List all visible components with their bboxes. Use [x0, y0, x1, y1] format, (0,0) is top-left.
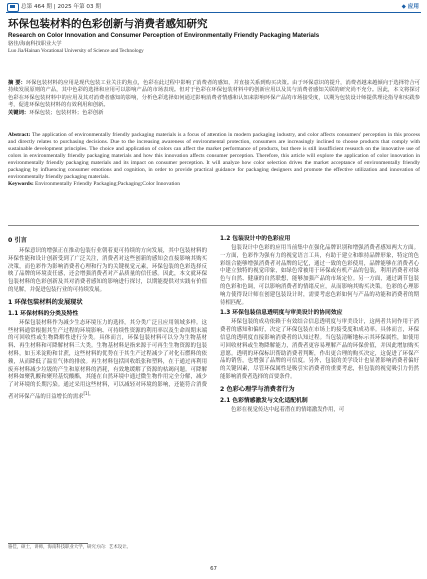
- header-divider: [6, 12, 421, 13]
- abstract-cn-label: 摘 要：: [8, 80, 26, 86]
- page-number: 67: [210, 566, 217, 572]
- abstract-en-body: [8, 132, 420, 181]
- section-2-heading: 2 色彩心理学与消费者行为: [220, 385, 295, 393]
- footnote-divider: [8, 543, 88, 544]
- section-1-heading: 1 环保包装材料的发展现状: [8, 298, 83, 306]
- section-0-paragraph: 环保意识的增强正在推动包装行业朝着更可持续的方向发展，其中包装材料的环保性能和设计创新受到了广泛关注，消费者对这些创新的感知会直接影响其购买决策，而色彩作为影响消费者心理和行为的关键视觉元素，环保包装的色彩选择反映了品牌的环境责任感，还会增强消费者对产品质量的信任感。因此，本文就环保包装材料的色彩创新及其对消费者感知的影响进行探讨，以期能提供对实践有价值的见解，并促进包装行业的可持续发展。: [8, 248, 207, 293]
- issue-info: 总第 464 期 | 2025 年第 03 期: [21, 4, 101, 10]
- keywords-cn: [8, 110, 420, 117]
- keywords-en-text: Environmentally Friendly Packaging;Packaging;Color Innovation: [35, 181, 181, 187]
- author-en: Luo Jia/Hainan Vocational University of Science and Technology: [8, 48, 144, 54]
- abstract-cn: [8, 80, 420, 117]
- author-footnote: 骆佳，硕士，讲师，海南科技职业大学，研究方向：艺术设计。: [8, 545, 131, 550]
- section-1-2-heading: 1.2 包装设计中的色彩应用: [220, 236, 291, 242]
- citation-ref: [1]。: [83, 390, 94, 396]
- abstract-en-text: The application of environmentally friendly packaging materials is a focus of attention in modern packaging industry, and color affects consumers' perception in this process and directly relates to purchasing decisions. Due to the increasing awareness of environmental protection, consumers are increasingly inclined to choose products that comply with sustainable development principles. The choice and application of colors can affect the market performance of products, but there is still insufficient research on the innovative use of colors in environmentally friendly packaging materials and how this innovation affects consumer perception. Therefore, this article will explore the application of color innovation in environmentally friendly packaging materials and its impact on consumer perception. It will analyze how color selection drives the market acceptance of environmentally friendly packaging by influencing consumer emotions and cognition, in order to provide practical guidance for packaging designers and promote the effective utilization and innovation of environmentally friendly packaging materials.: [8, 132, 420, 180]
- right-column: [220, 233, 419, 415]
- keywords-en-label: Keywords:: [8, 181, 34, 187]
- abstract-en-label: Abstract:: [8, 132, 31, 138]
- keywords-cn-label: 关键词：: [8, 109, 30, 116]
- section-1-1-text: 环保包装材料作为减少生态环境压力的选择，其分类广泛且应用领域多样。这些材料通常根据其生产过程的环境影响、可持续性资源的利用率以及生命周期末端的可回收性或生物降解性进行分类。具体而言，环保包装材料可以分为生物基材料、再生材料和可降解材料三大类。生物基材料是指来源于可再生生物资源的包装材料，如玉米淀粉和甘蔗，这些材料的优势在于其生产过程减少了对化石燃料的依赖，从而降低了温室气体的排放。再生材料包括回收纸张和塑料，在于通过再利用废弃材料减少垃圾的产生和原材料的消耗，有效地缓解了资源的枯竭问题。可降解材料如聚乳酸和聚羟基烷酸酯，其能在自然环境中通过微生物作用完全分解，减少了对环境的长期污染。通过采用这些材料，可以减轻对环境的影响，还能符合消费者对环保产品的日益增长的需求: [8, 319, 207, 400]
- section-2-1-paragraph: 色彩在视觉传达中起着潜在的情绪激发作用，可: [231, 406, 345, 413]
- section-1-3-paragraph: 环保包装的成功依赖于有效结合信息透明度与审美设计，这两者共同作用于消费者的感知和偏好，决定了环保包装在市场上的接受度和成功率。具体而言，环保信息的透明度直接影响消费者的认知过程。当包装清晰地标示其环保属性，如使用可回收材料或生物降解能力，消费者更容易理解产品的环保价值，并因此增加购买意愿。透明的环保标识帮助消费者判断，作出更合理的购买决定，这促进了环保产品的销售，也增强了品牌的可信度。另外，包装的美学设计也显著影响消费者偏好的关键因素，尽管环保属性是吸引实消费者的重要考虑，但包装的视觉吸引力仍然能影响消费者选择的首要条件。: [220, 319, 419, 380]
- section-1-1-paragraph: [8, 320, 207, 402]
- abstract-cn-text: 环保包装材料的应用是现代包装工业关注的焦点，色彩在此过程中影响了消费者的感知，并直接关系到购买决策。由于环保意识的提升，消费者越来越倾向于选择符合可持续发展原则的产品，其中色彩的选择和应用可以影响产品的市场表现。但对于色彩在环保包装材料中的创新应用以及其与消费者感知关联的研究尚不充分。因此，本文将探讨色彩在环保包装材料中的应用及其对消费者感知的影响，分析色彩选择如何通过影响消费者情感和认知来影响环保产品的市场接受度，以期为包装设计师提供理论指导和实践参考，促进环保包装材料的有效利用和创新。: [8, 80, 420, 109]
- journal-logo-icon: [7, 3, 19, 12]
- abstract-divider: [8, 225, 419, 226]
- keywords-en: [8, 181, 420, 188]
- section-0-heading: 0 引言: [8, 237, 27, 244]
- section-2-1-heading: 2.1 色彩情感激发与文化适配机制: [220, 397, 308, 404]
- left-column: [8, 233, 207, 402]
- title-block: [8, 18, 418, 55]
- article-title-cn: 环保包装材料的色彩创新与消费者感知研究: [8, 18, 208, 30]
- section-1-1-heading: 1.1 环保材料的分类及特性: [8, 310, 79, 317]
- section-1-2-paragraph: 包装设计中色彩的应用当前集中在强化品牌识别和增强消费者感知两大方面。一方面，色彩作为强有力的视觉语言工具，有助于建立和维持品牌形象，特定的色彩组合能够增强消费者对品牌的记忆，通过一致的色彩使用，品牌能够在消费者心中建立独特的视觉印象，如绿色常被用于环保或有机产品的包装，利用消费者对绿色与自然、健康的自然联想，能够加强产品的市场定位。另一方面，通过调节包装的色彩和色调，可以影响消费者的情绪反应，从而影响其购买决策。色彩的心理影响力使得设计师在创建包装设计时，需要考虑色彩如何与产品的功能和消费者的期待相匹配。: [220, 245, 419, 306]
- author-cn: 骆佳/海南科技职业大学: [8, 41, 62, 47]
- section-label: ◆ 应用: [401, 4, 419, 10]
- keywords-cn-text: 环保包装；包装材料；色彩创新: [29, 109, 104, 116]
- section-1-3-heading: 1.3 环保包装信息透明度与审美设计的协同效应: [220, 310, 343, 317]
- abstract-cn-body: [8, 80, 420, 110]
- abstract-en: [8, 132, 420, 188]
- article-title-en: Research on Color Innovation and Consumer Perception of Environmentally Friendly Packaging Materials: [8, 32, 320, 39]
